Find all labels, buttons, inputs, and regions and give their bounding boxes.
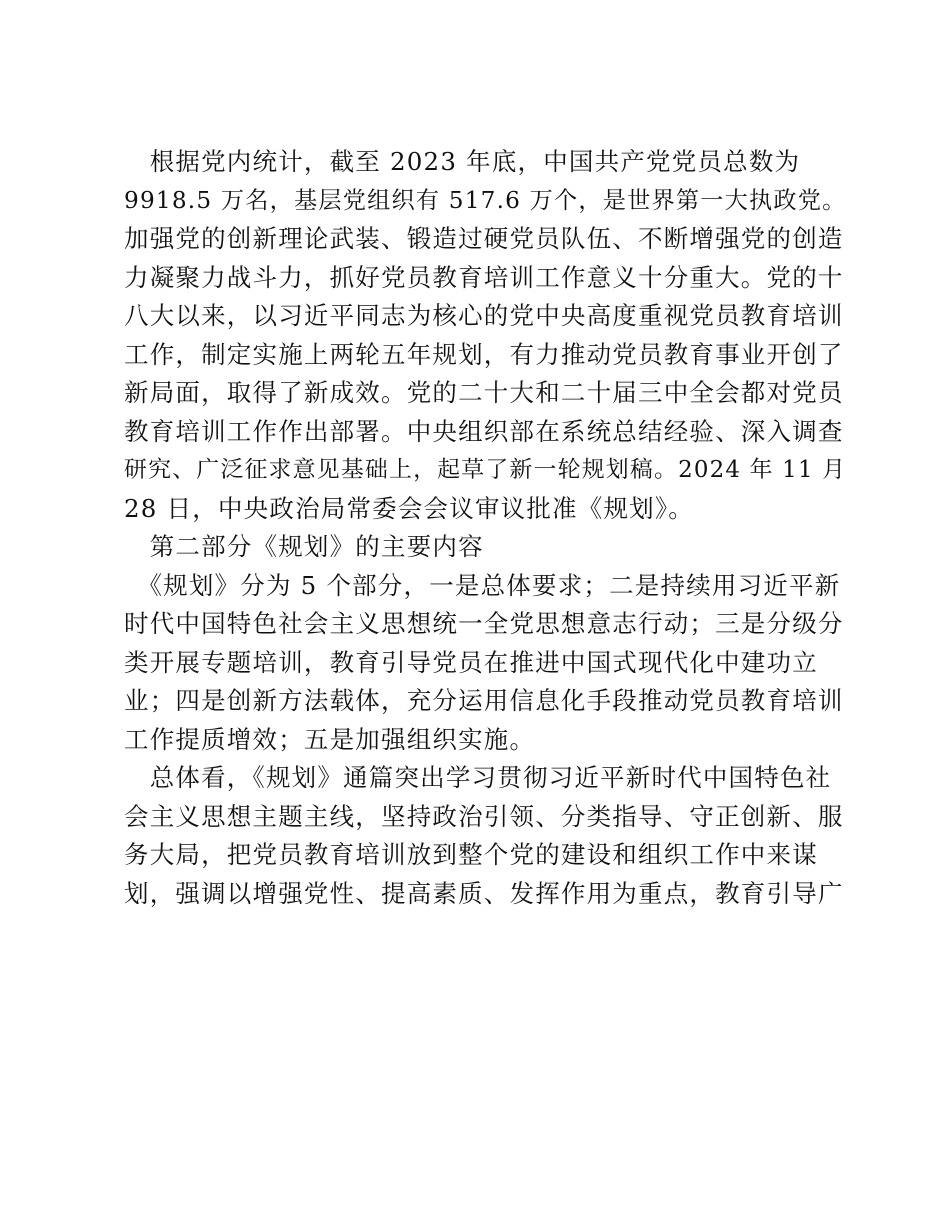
text-line: 时代中国特色社会主义思想统一全党思想意志行动；三是分级分 (124, 609, 844, 638)
paragraph-overview (124, 759, 844, 913)
text-line: 《规划》分为 5 个部分，一是总体要求；二是持续用习近平新 (124, 570, 841, 600)
text-line: 加强党的创新理论武装、锻造过硬党员队伍、不断增强党的创造 (124, 224, 844, 253)
text-line: 类开展专题培训，教育引导党员在推进中国式现代化中建功立 (124, 647, 818, 677)
text-line: 研究、广泛征求意见基础上，起草了新一轮规划稿。2024 年 11 月 (124, 457, 847, 483)
section-heading-line: 第二部分《规划》的主要内容 (124, 532, 484, 561)
text-line: 9918.5 万名，基层党组织有 517.6 万个，是世界第一大执政党。 (124, 186, 847, 214)
text-line: 总体看，《规划》通篇突出学习贯彻习近平新时代中国特色社 (124, 763, 832, 792)
text-line: 会主义思想主题主线，坚持政治引领、分类指导、守正创新、服 (124, 801, 844, 831)
text-line: 28 日，中央政治局常委会会议审议批准《规划》。 (124, 493, 695, 523)
text-line: 根据党内统计，截至 2023 年底，中国共产党党员总数为 (124, 147, 801, 176)
text-line: 力凝聚力战斗力，抓好党员教育培训工作意义十分重大。党的十 (124, 262, 844, 292)
text-line: 工作，制定实施上两轮五年规划，有力推动党员教育事业开创了 (124, 339, 844, 369)
document-body (124, 143, 847, 913)
section-heading (124, 528, 844, 567)
paragraph-statistics (124, 143, 847, 528)
text-line: 新局面，取得了新成效。党的二十大和二十届三中全会都对党员 (124, 378, 844, 407)
text-line: 划，强调以增强党性、提高素质、发挥作用为重点，教育引导广 (124, 878, 844, 908)
text-line: 务大局，把党员教育培训放到整个党的建设和组织工作中来谋 (124, 840, 818, 869)
text-line: 工作提质增效；五是加强组织实施。 (124, 724, 536, 754)
text-line: 八大以来，以习近平同志为核心的党中央高度重视党员教育培训 (124, 301, 844, 330)
paragraph-main-content (124, 567, 844, 760)
text-line: 业；四是创新方法载体，充分运用信息化手段推动党员教育培训 (124, 686, 844, 715)
text-line: 教育培训工作作出部署。中央组织部在系统总结经验、深入调查 (124, 416, 844, 446)
